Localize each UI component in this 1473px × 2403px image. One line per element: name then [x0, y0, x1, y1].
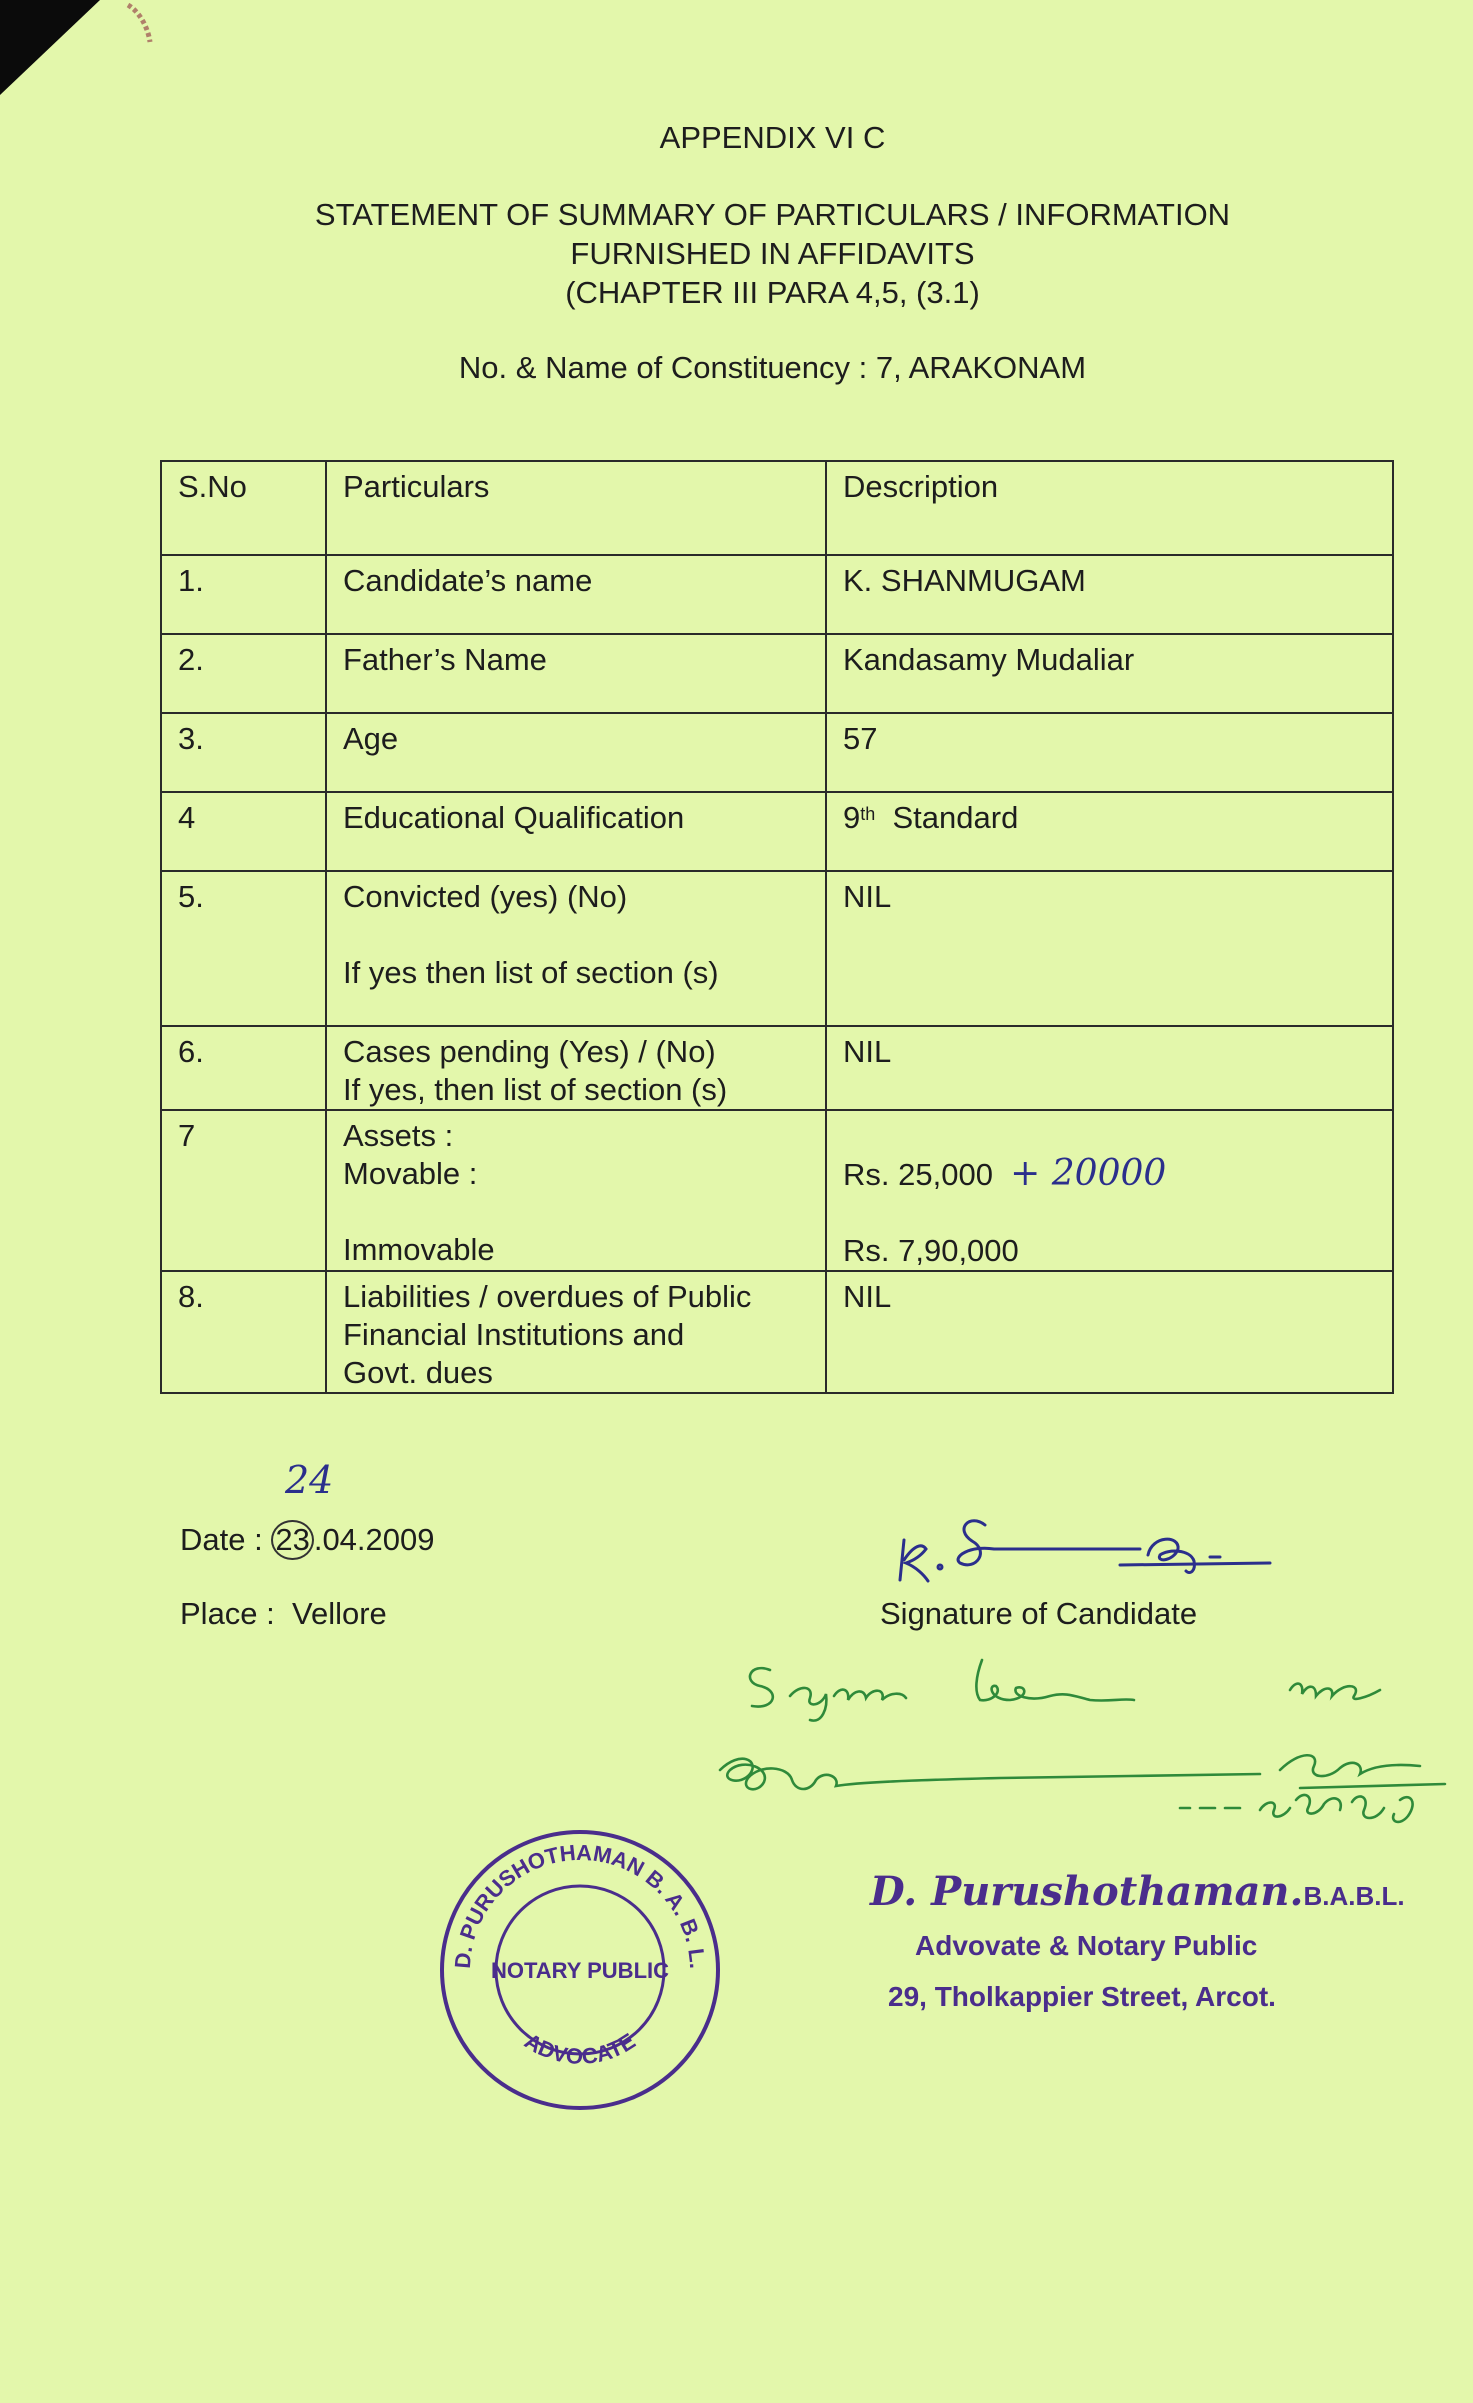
statement-title: [0, 195, 1473, 312]
row-particulars: Candidate’s name: [326, 555, 826, 634]
liabilities-line-1: Liabilities / overdues of Public: [343, 1279, 752, 1314]
notary-public-seal: [430, 1820, 730, 2120]
liabilities-line-2: Financial Institutions and: [343, 1317, 685, 1352]
candidate-signature: [890, 1505, 1290, 1595]
statement-line-3: (CHAPTER III PARA 4,5, (3.1): [565, 275, 980, 310]
movable-amount: Rs. 25,000: [843, 1157, 993, 1192]
qualification-number: 9: [843, 800, 861, 835]
row-sno: 2.: [161, 634, 326, 713]
movable-handwritten-addition: + 20000: [1010, 1153, 1167, 1194]
row-particulars: Father’s Name: [326, 634, 826, 713]
table-row: [161, 1026, 1393, 1110]
table-row: [161, 634, 1393, 713]
place-field: [180, 1596, 387, 1632]
particulars-table: [160, 460, 1394, 1394]
table-row: [161, 871, 1393, 1026]
table-row: [161, 792, 1393, 871]
row-particulars: [326, 1110, 826, 1271]
row-description: [826, 1110, 1393, 1271]
header-description: Description: [826, 461, 1393, 555]
seal-outer-text: D. PURUSHOTHAMAN B. A. B. L.: [449, 1839, 711, 1970]
movable-label: Movable :: [343, 1156, 478, 1191]
movable-value: [843, 1155, 1378, 1194]
qualification-text: Standard: [892, 800, 1019, 835]
row-sno: 8.: [161, 1271, 326, 1393]
notary-address: 29, Tholkappier Street, Arcot.: [888, 1981, 1276, 2012]
qualification-suffix: th: [860, 804, 876, 824]
row-sno: 1.: [161, 555, 326, 634]
immovable-label: Immovable: [343, 1232, 495, 1267]
row-description: NIL: [826, 1026, 1393, 1110]
row-sno: 3.: [161, 713, 326, 792]
place-label: Place :: [180, 1596, 275, 1631]
table-row: [161, 1271, 1393, 1393]
table-header-row: [161, 461, 1393, 555]
date-label: Date :: [180, 1522, 263, 1557]
row-description: NIL: [826, 1271, 1393, 1393]
signature-label: Signature of Candidate: [880, 1596, 1198, 1631]
row-description: K. SHANMUGAM: [826, 555, 1393, 634]
statement-line-2: FURNISHED IN AFFIDAVITS: [570, 236, 975, 271]
notary-name: [870, 1868, 1405, 1915]
row-sno: 7: [161, 1110, 326, 1271]
cases-question: Cases pending (Yes) / (No): [343, 1034, 716, 1069]
date-field: [180, 1520, 435, 1560]
svg-text:D. PURUSHOTHAMAN B. A. B. L.: [450, 1840, 710, 1970]
row-particulars: [326, 871, 826, 1026]
place-value: Vellore: [292, 1596, 387, 1631]
notary-degree: B.A.B.L.: [1303, 1881, 1405, 1911]
row-particulars: [326, 1026, 826, 1110]
row-description: Kandasamy Mudaliar: [826, 634, 1393, 713]
convicted-section-question: If yes then list of section (s): [343, 955, 719, 990]
immovable-value: Rs. 7,90,000: [843, 1233, 1019, 1268]
constituency-line: No. & Name of Constituency : 7, ARAKONAM: [458, 350, 1087, 385]
table-row: [161, 713, 1393, 792]
date-rest: .04.2009: [313, 1522, 435, 1557]
row-description: [826, 792, 1393, 871]
notary-initials-handwriting: [700, 1730, 1450, 1830]
header-particulars: Particulars: [326, 461, 826, 555]
date-day-circled: 23: [271, 1520, 313, 1560]
notary-role: Advovate & Notary Public: [915, 1930, 1258, 1961]
row-description: 57: [826, 713, 1393, 792]
convicted-question: Convicted (yes) (No): [343, 879, 628, 914]
table-row: [161, 555, 1393, 634]
statement-line-1: STATEMENT OF SUMMARY OF PARTICULARS / INFORMATION: [314, 197, 1231, 232]
row-sno: 5.: [161, 871, 326, 1026]
row-particulars: Educational Qualification: [326, 792, 826, 871]
table-row: [161, 1110, 1393, 1271]
signed-before-me-handwriting: [730, 1640, 1430, 1730]
folded-corner: [0, 0, 170, 95]
row-sno: 4: [161, 792, 326, 871]
row-particulars: Age: [326, 713, 826, 792]
row-sno: 6.: [161, 1026, 326, 1110]
row-description: NIL: [826, 871, 1393, 1026]
seal-bottom-text: ADVOCATE: [520, 2028, 640, 2070]
assets-label: Assets :: [343, 1118, 454, 1153]
seal-center-text: NOTARY PUBLIC: [490, 1958, 670, 1983]
header-sno: S.No: [161, 461, 326, 555]
svg-text:ADVOCATE: [520, 2028, 639, 2069]
liabilities-line-3: Govt. dues: [343, 1355, 493, 1390]
appendix-title: APPENDIX VI C: [659, 120, 886, 155]
row-particulars: [326, 1271, 826, 1393]
cases-section-question: If yes, then list of section (s): [343, 1072, 728, 1107]
date-correction: 24: [285, 1458, 334, 1502]
notary-name-text: D. Purushothaman.: [870, 1868, 1304, 1915]
